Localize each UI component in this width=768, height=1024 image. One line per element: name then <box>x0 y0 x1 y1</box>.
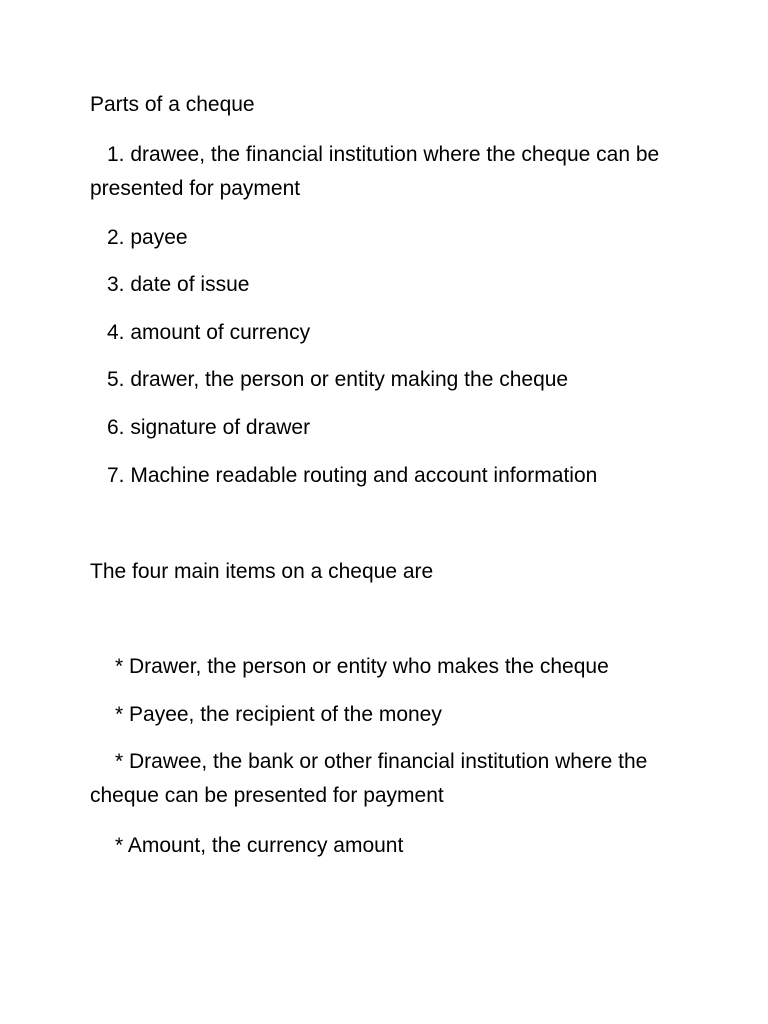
list-item: 1. drawee, the financial institution where the cheque can be presented for payment <box>90 143 660 200</box>
list-item: 2. payee <box>107 226 188 249</box>
list-item: 3. date of issue <box>107 273 250 296</box>
list-item: 5. drawer, the person or entity making the cheque <box>107 368 569 391</box>
bullet-item: * Drawee, the bank or other financial institution where the cheque can be presented for payment <box>90 750 648 807</box>
section-heading-parts: Parts of a cheque <box>90 93 255 116</box>
list-item: 4. amount of currency <box>107 321 311 344</box>
bullet-item: * Drawer, the person or entity who makes the cheque <box>115 655 609 678</box>
section-heading-main-items: The four main items on a cheque are <box>90 560 434 583</box>
bullet-item: * Payee, the recipient of the money <box>115 703 442 726</box>
bullet-item: * Amount, the currency amount <box>115 834 404 857</box>
list-item: 7. Machine readable routing and account information <box>107 464 598 487</box>
list-item: 6. signature of drawer <box>107 416 311 439</box>
